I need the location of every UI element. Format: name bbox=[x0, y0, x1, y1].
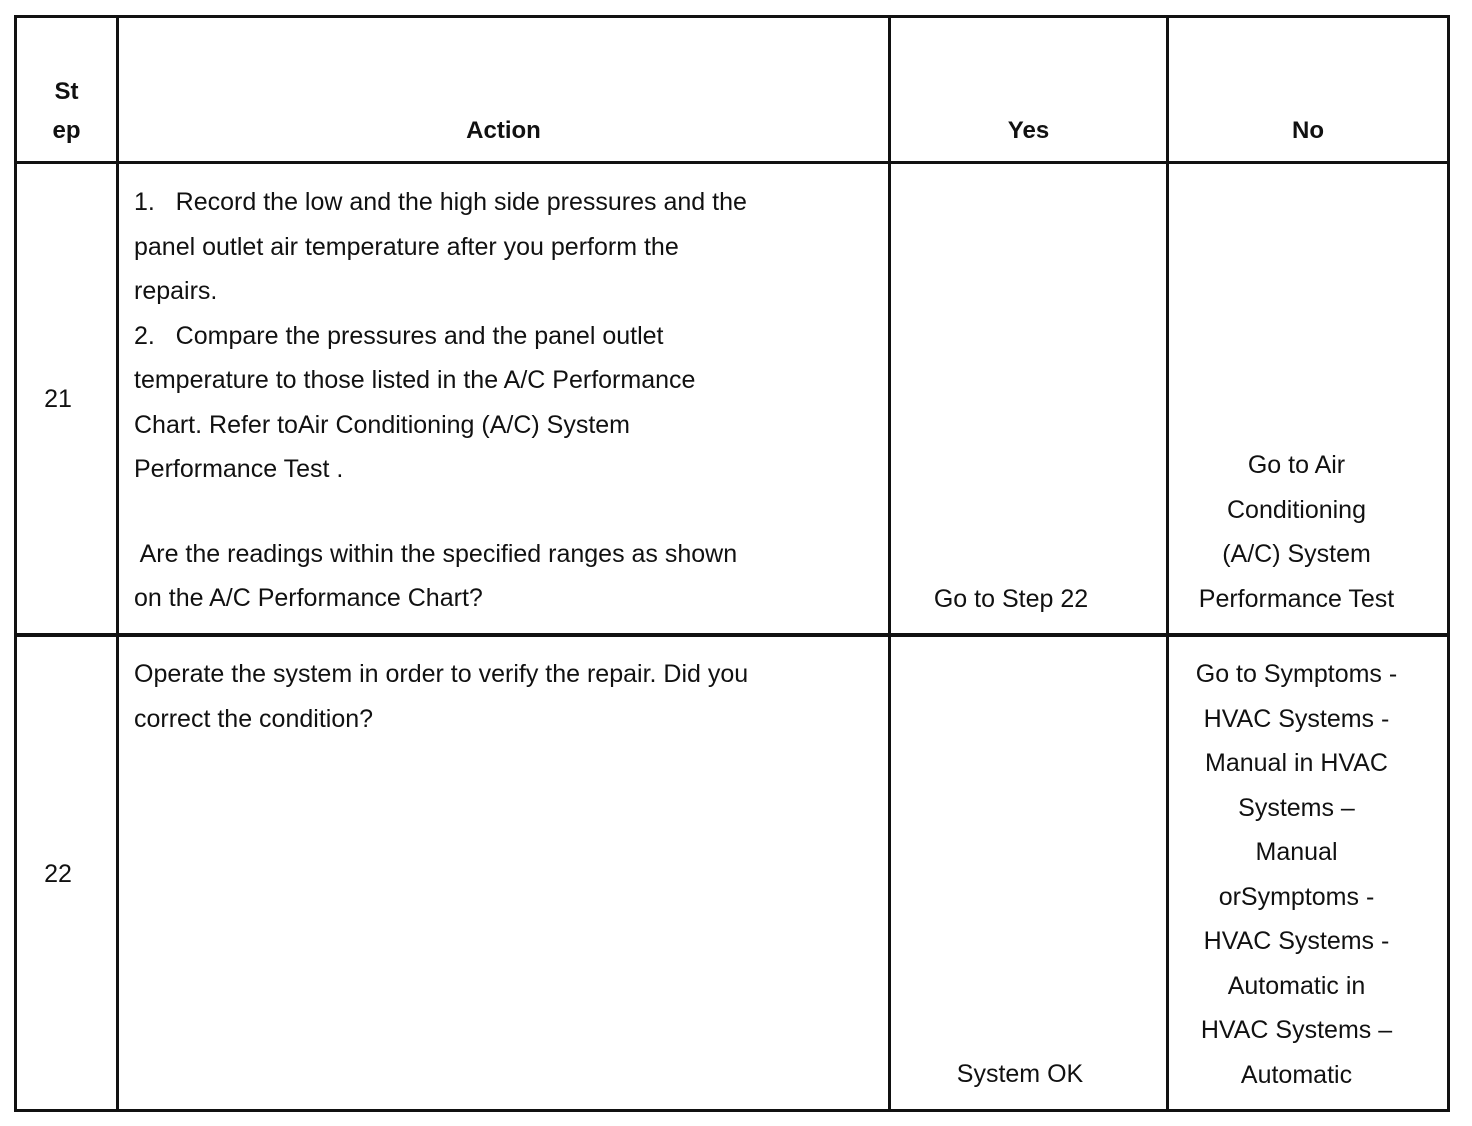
header-action: Action bbox=[466, 117, 541, 144]
row-22-no-line: Manual in HVAC bbox=[1205, 749, 1388, 777]
row-22-step: 22 bbox=[44, 860, 72, 888]
header-yes: Yes bbox=[1007, 117, 1050, 144]
row-22-yes-text: System OK bbox=[956, 1060, 1084, 1088]
header-step bbox=[17, 72, 116, 150]
row-21-no-line: Performance Test bbox=[1198, 584, 1395, 613]
row-22-action bbox=[134, 652, 884, 741]
row-22-no-line: HVAC Systems – bbox=[1200, 1016, 1393, 1044]
column-divider-action bbox=[888, 15, 891, 1112]
table-left-border bbox=[14, 15, 17, 1112]
row-21-no-line: Go to Air bbox=[1247, 451, 1346, 479]
row-21-action-line: temperature to those listed in the A/C Performance bbox=[134, 366, 696, 394]
row-22-no-line: HVAC Systems - bbox=[1203, 927, 1390, 955]
row-21-step: 21 bbox=[44, 385, 72, 413]
row-21-yes-text: Go to Step 22 bbox=[933, 585, 1089, 613]
row-22-no-line: Automatic bbox=[1240, 1060, 1353, 1089]
row-21-no-line: (A/C) System bbox=[1222, 540, 1371, 568]
row-22-action-line: correct the condition? bbox=[134, 704, 374, 733]
row-21-no-line: Conditioning bbox=[1227, 495, 1366, 524]
row-22-no-line: HVAC Systems - bbox=[1203, 704, 1390, 733]
row-21-yes bbox=[891, 577, 1131, 622]
table-right-border bbox=[1447, 15, 1450, 1112]
table-top-border bbox=[14, 15, 1450, 18]
row-21-action-line: on the A/C Performance Chart? bbox=[134, 584, 483, 612]
row-21-no bbox=[1169, 443, 1424, 621]
row-21-action-line: Performance Test . bbox=[134, 455, 344, 483]
header-step-line1: St bbox=[54, 78, 79, 105]
table-bottom-border bbox=[14, 1109, 1450, 1112]
header-divider bbox=[14, 161, 1450, 164]
row-22-no-line: orSymptoms - bbox=[1218, 882, 1375, 911]
row-22-no bbox=[1169, 652, 1424, 1097]
row-22-no-line: Manual bbox=[1255, 838, 1338, 866]
row-21-action-line: 2. Compare the pressures and the panel outlet bbox=[134, 321, 664, 350]
row-divider bbox=[14, 633, 1450, 637]
row-22-no-line: Go to Symptoms - bbox=[1195, 660, 1398, 688]
row-21-action-line: repairs. bbox=[134, 277, 218, 305]
row-21-action-line: Chart. Refer toAir Conditioning (A/C) System bbox=[134, 410, 631, 439]
row-22-no-line: Automatic in bbox=[1227, 971, 1366, 1000]
column-divider-step bbox=[116, 15, 119, 1112]
row-22-yes bbox=[891, 1052, 1149, 1097]
row-22-action-line: Operate the system in order to verify the repair. Did you bbox=[134, 660, 749, 688]
row-21-action-line: Are the readings within the specified ranges as shown bbox=[134, 539, 738, 568]
row-21-action bbox=[134, 180, 884, 621]
row-21-action-line: 1. Record the low and the high side pressures and the bbox=[134, 188, 747, 216]
header-step-line2: ep bbox=[52, 117, 81, 144]
row-22-no-line: Systems – bbox=[1238, 793, 1355, 822]
row-21-action-line: panel outlet air temperature after you perform the bbox=[134, 232, 679, 261]
header-no: No bbox=[1292, 117, 1324, 144]
